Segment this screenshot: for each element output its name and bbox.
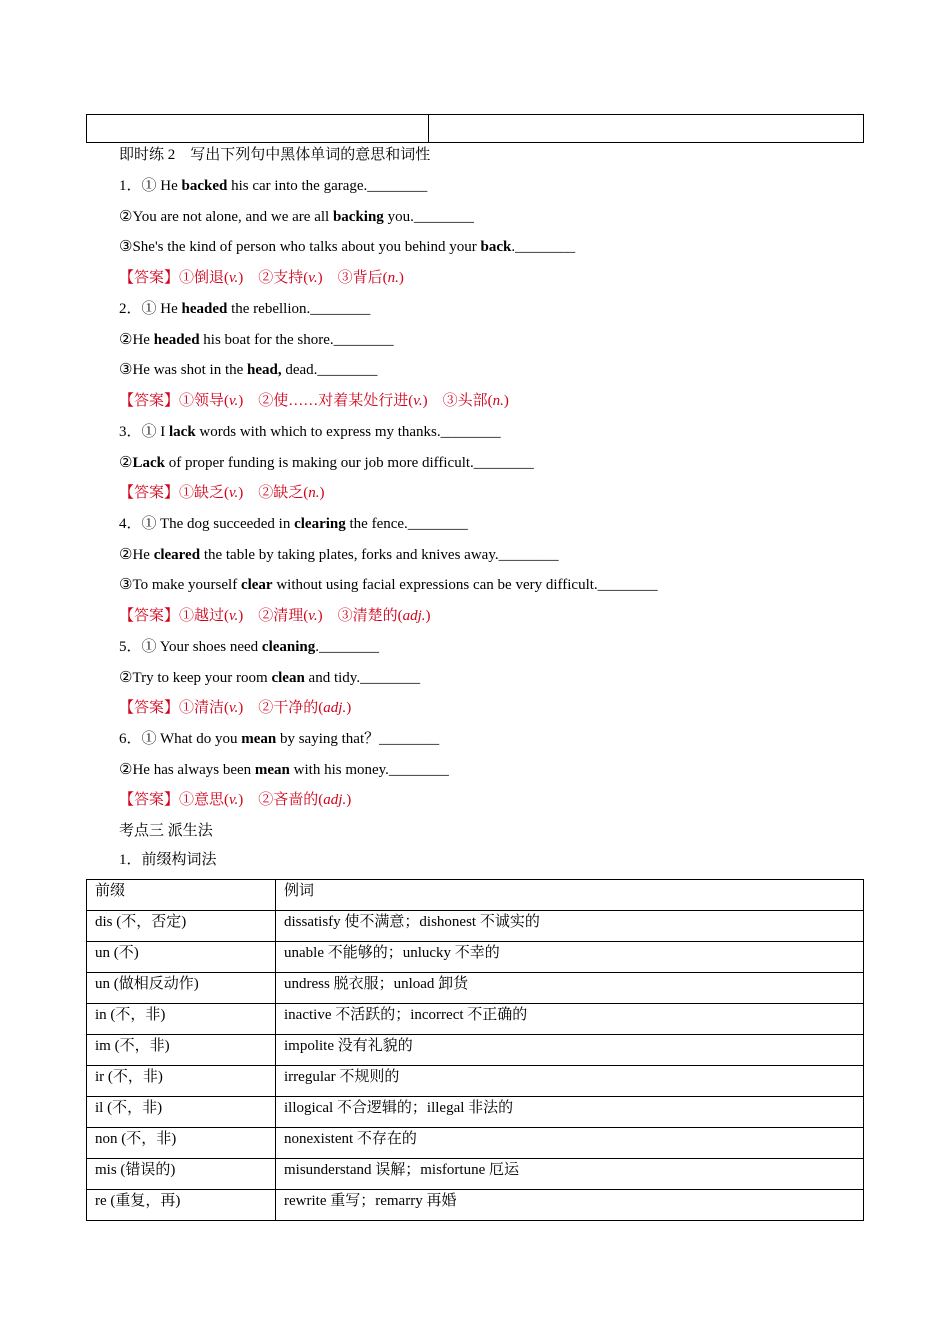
table-row	[87, 942, 864, 973]
table-header-cell: 例词	[276, 880, 864, 911]
table-row	[87, 1128, 864, 1159]
table-cell-prefix: dis (不，否定)	[87, 911, 276, 942]
prefix-table	[86, 879, 864, 1221]
table-row	[87, 1190, 864, 1221]
table-cell-example: inactive 不活跃的；incorrect 不正确的	[276, 1004, 864, 1035]
sentence-1-3: ③She's the kind of person who talks about you behind your back.________	[119, 239, 576, 255]
table-cell-prefix: un (做相反动作)	[87, 973, 276, 1004]
answer-3: 【答案】①缺乏(v.) ②缺乏(n.)	[119, 485, 325, 501]
table-cell-example: illogical 不合逻辑的；illegal 非法的	[276, 1097, 864, 1128]
table-cell-prefix: re (重复，再)	[87, 1190, 276, 1221]
answer-5: 【答案】①清洁(v.) ②干净的(adj.)	[119, 700, 352, 716]
sentence-3-1: 3．① I lack words with which to express my thanks.________	[119, 424, 501, 440]
table-cell-prefix: mis (错误的)	[87, 1159, 276, 1190]
table-cell-example: unable 不能够的；unlucky 不幸的	[276, 942, 864, 973]
table-cell-example: dissatisfy 使不满意；dishonest 不诚实的	[276, 911, 864, 942]
table-cell-prefix: im (不，非)	[87, 1035, 276, 1066]
table-cell-example: misunderstand 误解；misfortune 厄运	[276, 1159, 864, 1190]
exercise-title: 即时练 2 写出下列句中黑体单词的意思和词性	[119, 147, 431, 163]
table-cell-example: rewrite 重写；remarry 再婚	[276, 1190, 864, 1221]
table-header-row	[87, 880, 864, 911]
table-cell-prefix: non (不，非)	[87, 1128, 276, 1159]
subsection-title: 1．前缀构词法	[119, 852, 217, 868]
top-empty-cell-right	[429, 115, 864, 143]
table-row	[87, 1159, 864, 1190]
top-empty-cell-left	[87, 115, 429, 143]
table-row	[87, 1066, 864, 1097]
table-cell-example: undress 脱衣服；unload 卸货	[276, 973, 864, 1004]
table-cell-prefix: ir (不，非)	[87, 1066, 276, 1097]
table-cell-example: impolite 没有礼貌的	[276, 1035, 864, 1066]
table-cell-prefix: il (不，非)	[87, 1097, 276, 1128]
table-cell-example: irregular 不规则的	[276, 1066, 864, 1097]
table-cell-prefix: un (不)	[87, 942, 276, 973]
table-row	[87, 1097, 864, 1128]
sentence-3-2: ②Lack of proper funding is making our job more difficult.________	[119, 455, 534, 471]
table-row	[87, 1035, 864, 1066]
table-cell-prefix: in (不，非)	[87, 1004, 276, 1035]
table-cell-example: nonexistent 不存在的	[276, 1128, 864, 1159]
sentence-6-1: 6．① What do you mean by saying that？________	[119, 731, 440, 747]
sentence-2-2: ②He headed his boat for the shore.________	[119, 332, 394, 348]
answer-2: 【答案】①领导(v.) ②使……对着某处行进(v.) ③头部(n.)	[119, 393, 509, 409]
answer-4: 【答案】①越过(v.) ②清理(v.) ③清楚的(adj.)	[119, 608, 431, 624]
sentence-6-2: ②He has always been mean with his money.________	[119, 762, 449, 778]
sentence-1-2: ②You are not alone, and we are all backing you.________	[119, 209, 474, 225]
top-empty-table	[86, 114, 864, 143]
sentence-4-2: ②He cleared the table by taking plates, forks and knives away.________	[119, 547, 559, 563]
sentence-4-1: 4．① The dog succeeded in clearing the fence.________	[119, 516, 468, 532]
sentence-4-3: ③To make yourself clear without using facial expressions can be very difficult.________	[119, 577, 658, 593]
table-row	[87, 973, 864, 1004]
section-title: 考点三 派生法	[119, 823, 213, 839]
sentence-1-1: 1．① He backed his car into the garage.________	[119, 178, 428, 194]
sentence-2-1: 2．① He headed the rebellion.________	[119, 301, 371, 317]
table-row	[87, 1004, 864, 1035]
answer-1: 【答案】①倒退(v.) ②支持(v.) ③背后(n.)	[119, 270, 404, 286]
table-header-cell: 前缀	[87, 880, 276, 911]
table-row	[87, 911, 864, 942]
answer-6: 【答案】①意思(v.) ②吝啬的(adj.)	[119, 792, 352, 808]
sentence-5-2: ②Try to keep your room clean and tidy.________	[119, 670, 421, 686]
sentence-5-1: 5．① Your shoes need cleaning.________	[119, 639, 380, 655]
sentence-2-3: ③He was shot in the head, dead.________	[119, 362, 378, 378]
